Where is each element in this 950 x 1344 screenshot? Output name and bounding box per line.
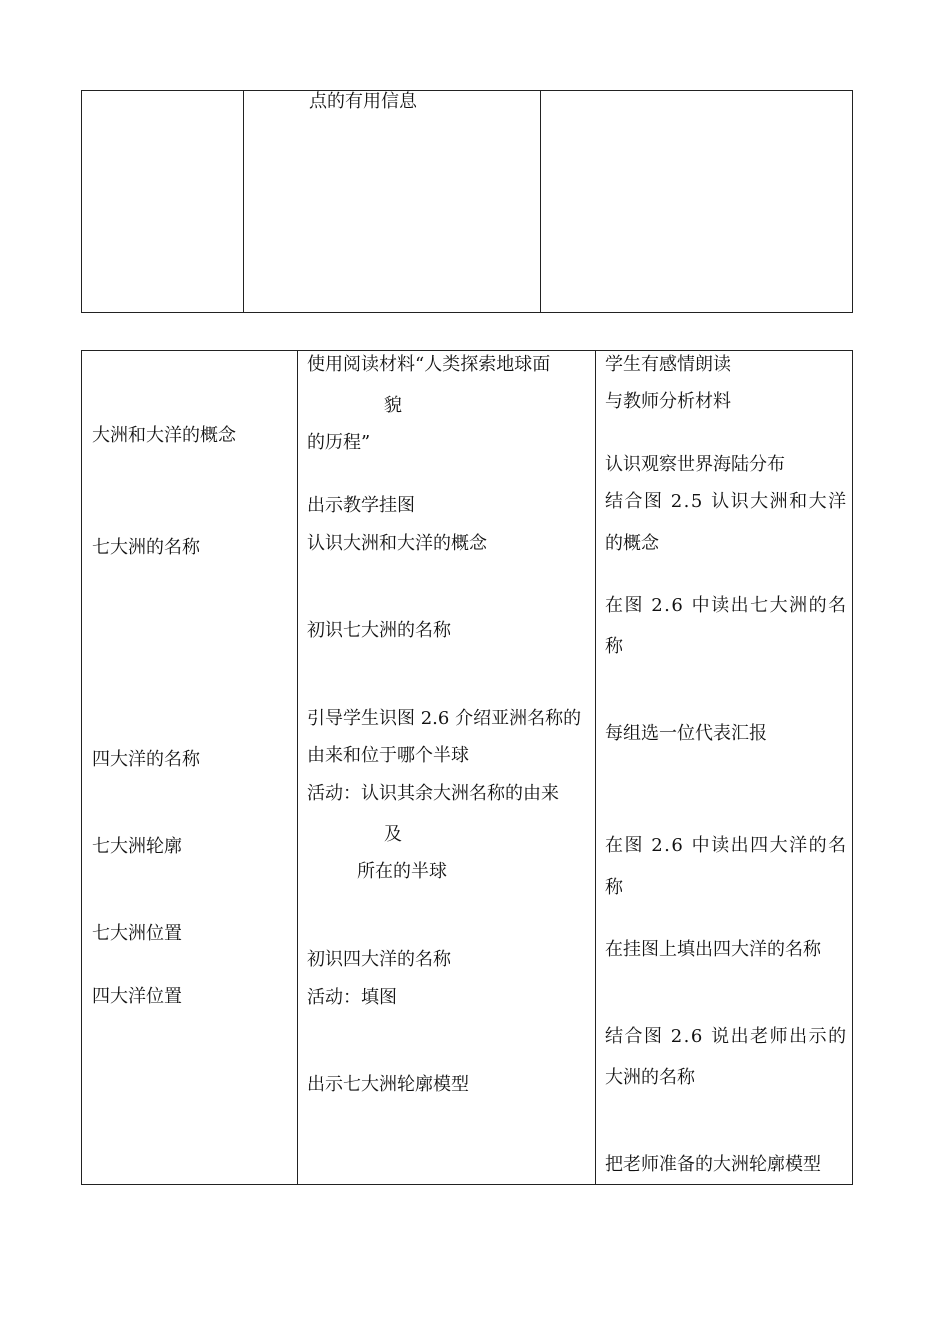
teacher-know-concept: 认识大洲和大洋的概念 <box>307 533 487 554</box>
teacher-activity-2: 及 <box>384 824 402 845</box>
teacher-activity-fill: 活动：填图 <box>307 987 397 1008</box>
teacher-first-four: 初识四大洋的名称 <box>307 949 451 970</box>
content-seven-outline: 七大洲轮廓 <box>92 836 182 857</box>
teacher-first-seven: 初识七大洲的名称 <box>307 620 451 641</box>
student-analyze: 与教师分析材料 <box>605 391 731 412</box>
content-seven-position: 七大洲位置 <box>92 923 182 944</box>
teacher-show-map: 出示教学挂图 <box>307 495 415 516</box>
teacher-read-material-3: 的历程” <box>307 432 371 453</box>
student-say-names-1: 结合图 2.6 说出老师出示的 <box>605 1026 848 1047</box>
table-main <box>81 350 853 1185</box>
student-fill-four: 在挂图上填出四大洋的名称 <box>605 939 821 960</box>
student-observe: 认识观察世界海陆分布 <box>605 454 785 475</box>
student-read-four-2: 称 <box>605 877 623 898</box>
student-read-four-1: 在图 2.6 中读出四大洋的名 <box>605 835 848 856</box>
teacher-activity-3: 所在的半球 <box>357 861 447 882</box>
student-report: 每组选一位代表汇报 <box>605 723 767 744</box>
student-read-seven-1: 在图 2.6 中读出七大洲的名 <box>605 595 848 616</box>
student-combine-1: 结合图 2.5 认识大洲和大洋 <box>605 491 848 512</box>
teacher-read-material-1: 使用阅读材料“人类探索地球面 <box>307 354 551 375</box>
table-main-divider-2 <box>595 351 596 1184</box>
student-read-seven-2: 称 <box>605 636 623 657</box>
student-read-aloud: 学生有感情朗读 <box>605 354 731 375</box>
student-combine-2: 的概念 <box>605 533 659 554</box>
table-main-divider-1 <box>297 351 298 1184</box>
student-say-names-2: 大洲的名称 <box>605 1067 695 1088</box>
table-top <box>81 90 853 313</box>
table-top-divider-2 <box>540 91 541 312</box>
content-four-names: 四大洋的名称 <box>92 749 200 770</box>
teacher-read-material-2: 貌 <box>384 395 402 416</box>
student-model: 把老师准备的大洲轮廓模型 <box>605 1154 821 1175</box>
table-top-divider-1 <box>243 91 244 312</box>
content-concept: 大洲和大洋的概念 <box>92 425 236 446</box>
content-seven-names: 七大洲的名称 <box>92 537 200 558</box>
table-top-col2-text: 点的有用信息 <box>309 91 417 112</box>
teacher-activity-1: 活动：认识其余大洲名称的由来 <box>307 783 559 804</box>
teacher-guide-2: 由来和位于哪个半球 <box>307 745 469 766</box>
content-four-position: 四大洋位置 <box>92 986 182 1007</box>
teacher-guide-1: 引导学生识图 2.6 介绍亚洲名称的 <box>307 708 582 729</box>
teacher-show-model: 出示七大洲轮廓模型 <box>307 1074 469 1095</box>
